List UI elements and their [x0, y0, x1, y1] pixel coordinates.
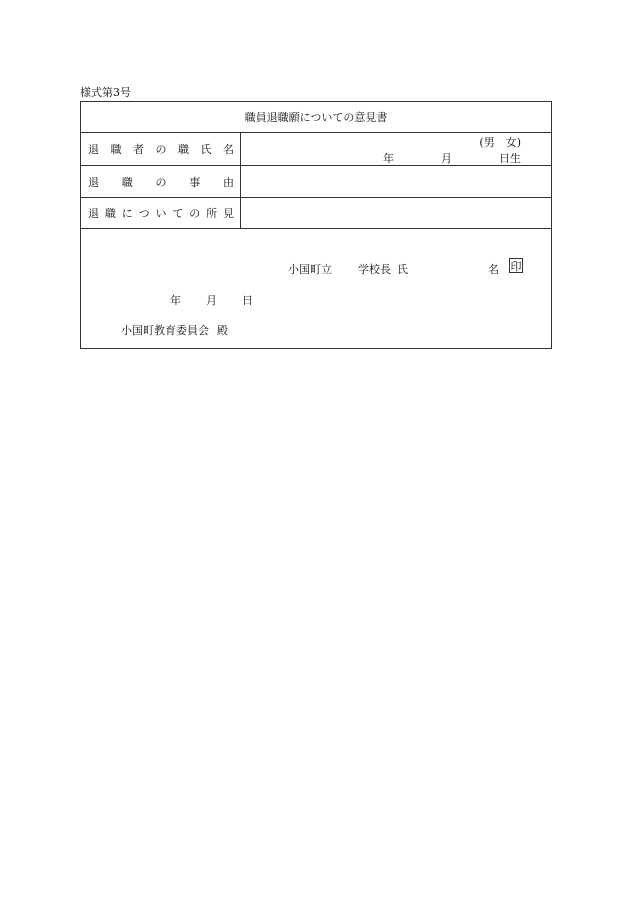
label-char: 職 — [178, 143, 189, 156]
retiree-name-label — [81, 133, 241, 165]
form-number: 様式第3号 — [80, 86, 131, 99]
date-year-label: 年 — [170, 294, 181, 307]
board-of-education-label: 小国町教育委員会 — [121, 324, 209, 337]
surname-label: 氏 — [397, 263, 408, 276]
label-char: 見 — [223, 207, 234, 220]
retirement-reason-row — [81, 166, 551, 198]
label-char: 者 — [133, 143, 144, 156]
label-char: 名 — [223, 143, 234, 156]
date-day-label: 日 — [242, 294, 253, 307]
form-title: 職員退職願についての意見書 — [81, 102, 551, 133]
town-school-label: 小国町立 — [288, 263, 332, 276]
label-char: て — [172, 207, 184, 220]
label-char: 由 — [223, 175, 234, 189]
retiree-name-row — [81, 133, 551, 166]
birth-year-label: 年 — [383, 152, 394, 165]
retirement-opinion-label-text — [88, 205, 234, 221]
name-label: 名 — [488, 263, 499, 276]
label-char: の — [155, 143, 167, 156]
label-char: つ — [138, 207, 150, 220]
label-char: 職 — [104, 207, 116, 220]
retirement-reason-label-text — [88, 174, 234, 190]
label-char: 職 — [110, 143, 122, 156]
retirement-reason-field[interactable] — [241, 166, 551, 197]
date-line — [170, 292, 253, 308]
label-char: 退 — [88, 143, 99, 156]
label-char: 氏 — [200, 143, 212, 156]
retirement-opinion-field[interactable] — [241, 198, 551, 228]
retiree-name-label-text — [88, 141, 234, 157]
retiree-name-field[interactable] — [241, 133, 551, 165]
label-char: の — [155, 175, 167, 189]
opinion-form — [80, 101, 552, 349]
label-char: 所 — [206, 207, 218, 220]
label-char: 退 — [88, 207, 99, 220]
label-char: に — [121, 207, 133, 220]
retirement-opinion-row — [81, 198, 551, 229]
principal-label: 学校長 — [358, 263, 391, 276]
retirement-opinion-label — [81, 198, 241, 228]
gender-choice: (男 女) — [479, 136, 521, 149]
birth-day-label: 日生 — [499, 152, 521, 165]
school-principal-line — [288, 261, 408, 277]
signature-area — [81, 229, 551, 349]
date-month-label: 月 — [206, 294, 217, 307]
label-char: 事 — [189, 175, 201, 189]
addressee-line — [121, 322, 228, 338]
label-char: の — [189, 207, 201, 220]
label-char: 職 — [121, 175, 133, 189]
honorific-label: 殿 — [217, 324, 228, 337]
birth-month-label: 月 — [441, 152, 452, 165]
retirement-reason-label — [81, 166, 241, 197]
label-char: 退 — [88, 175, 99, 189]
seal-mark: 印 — [510, 260, 522, 273]
label-char: い — [155, 207, 167, 220]
